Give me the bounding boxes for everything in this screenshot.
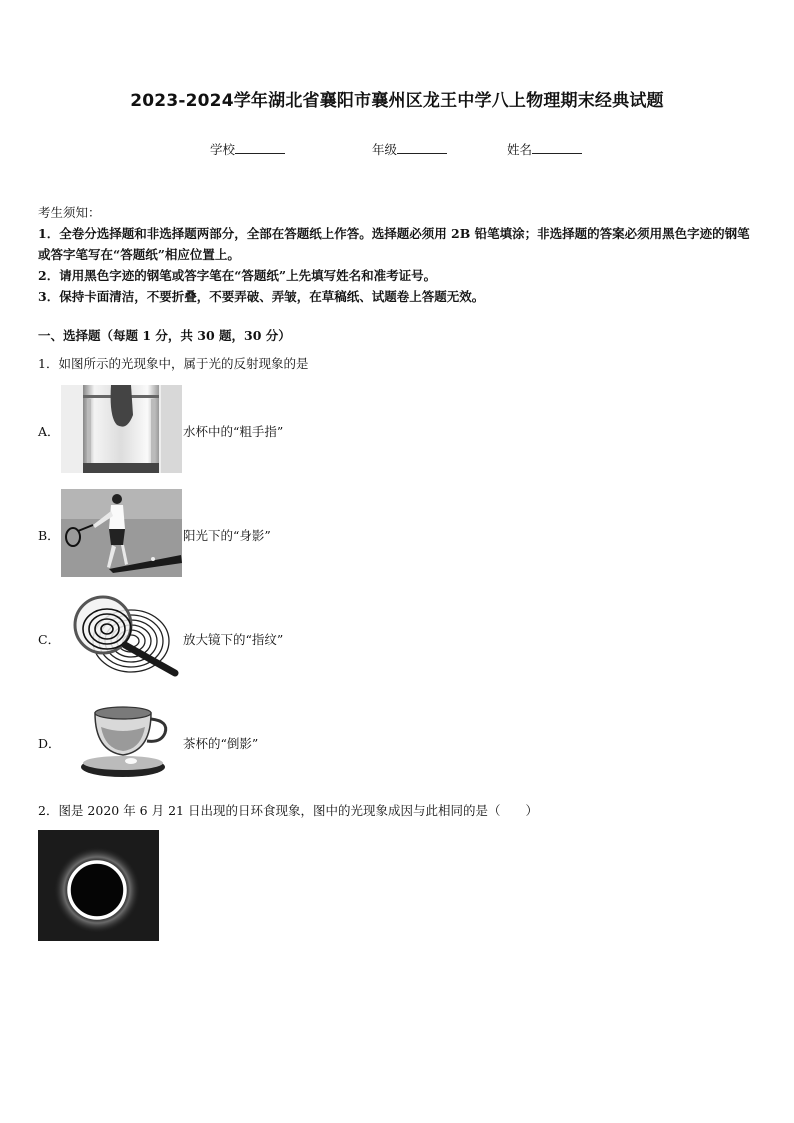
grade-field[interactable] bbox=[372, 140, 447, 158]
school-label: 学校 bbox=[210, 142, 236, 157]
name-blank[interactable] bbox=[532, 141, 582, 154]
option-b-letter: B． bbox=[38, 528, 60, 543]
notice-heading: 考生须知： bbox=[38, 205, 101, 220]
notice-item-2: 2．请用黑色字迹的钢笔或答字笔在“答题纸”上先填写姓名和准考证号。 bbox=[38, 268, 437, 283]
option-a-text[interactable]: 水杯中的“粗手指” bbox=[183, 424, 284, 439]
option-c-letter: C． bbox=[38, 632, 61, 647]
water-glass-finger-photo-icon bbox=[61, 385, 182, 473]
teacup-reflection-photo-icon bbox=[61, 697, 182, 785]
option-d-text[interactable]: 茶杯的“倒影” bbox=[183, 736, 259, 751]
option-c-text[interactable]: 放大镜下的“指纹” bbox=[183, 632, 284, 647]
question-2-stem: 2．图是 2020 年 6 月 21 日出现的日环食现象，图中的光现象成因与此相同的是（ ） bbox=[38, 803, 538, 818]
school-field[interactable] bbox=[210, 140, 285, 158]
name-field[interactable] bbox=[507, 140, 582, 158]
magnifier-fingerprint-photo-icon bbox=[61, 593, 182, 681]
option-d-letter: D． bbox=[38, 736, 61, 751]
page-title: 2023-2024学年湖北省襄阳市襄州区龙王中学八上物理期末经典试题 bbox=[130, 91, 664, 111]
grade-blank[interactable] bbox=[397, 141, 447, 154]
notice-item-1: 1．全卷分选择题和非选择题两部分，全部在答题纸上作答。选择题必须用 2B 铅笔填涂；非选择题的答案必须用黑色字迹的钢笔或答字笔写在“答题纸”相应位置上。 bbox=[38, 226, 750, 262]
school-blank[interactable] bbox=[235, 141, 285, 154]
name-label: 姓名 bbox=[507, 142, 533, 157]
grade-label: 年级 bbox=[372, 142, 398, 157]
option-a-letter: A． bbox=[38, 424, 60, 439]
annular-eclipse-photo-icon bbox=[38, 830, 159, 941]
tennis-player-shadow-photo-icon bbox=[61, 489, 182, 577]
option-b-text[interactable]: 阳光下的“身影” bbox=[183, 528, 271, 543]
question-1-stem: 1．如图所示的光现象中，属于光的反射现象的是 bbox=[38, 356, 309, 371]
section-heading: 一、选择题（每题 1 分，共 30 题，30 分） bbox=[38, 328, 291, 343]
notice-item-3: 3．保持卡面清洁，不要折叠，不要弄破、弄皱，在草稿纸、试题卷上答题无效。 bbox=[38, 289, 485, 304]
exam-notice bbox=[38, 202, 758, 307]
